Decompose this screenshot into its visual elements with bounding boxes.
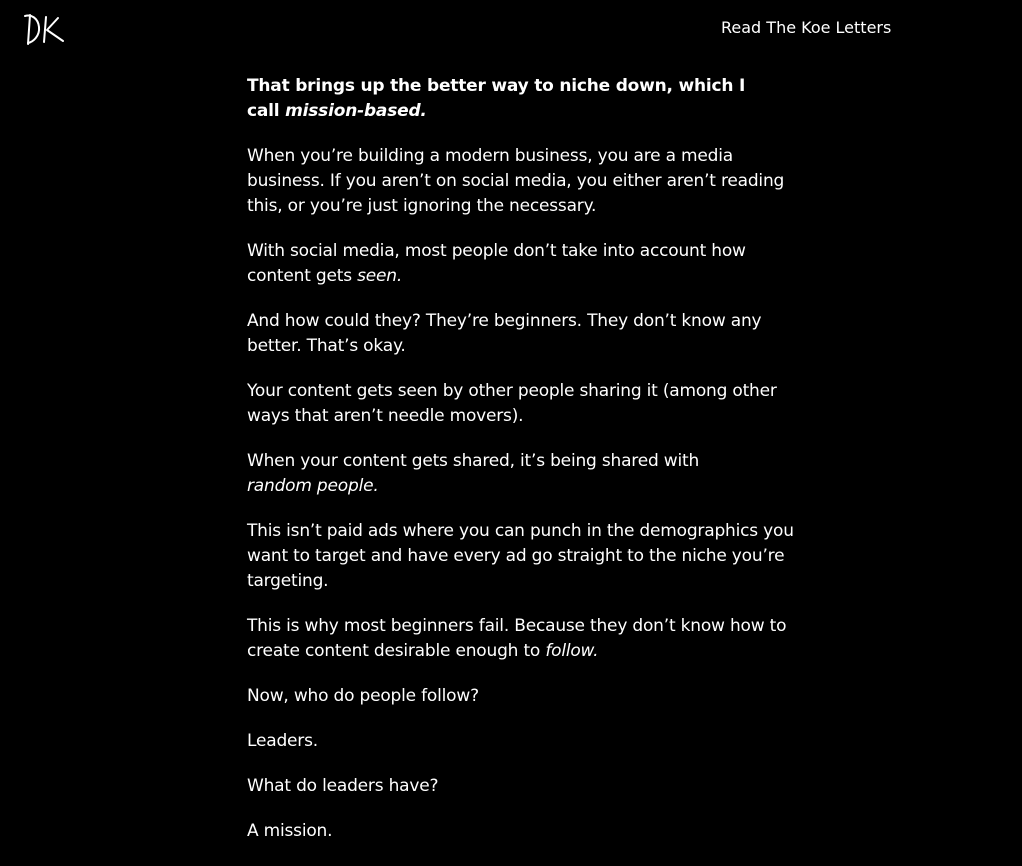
article-paragraph: What do leaders have? xyxy=(247,776,439,796)
article-paragraph: When your content gets shared, it’s being shared with random people. xyxy=(247,451,700,496)
article-paragraph: And how could they? They’re beginners. They don’t know any better. That’s okay. xyxy=(247,311,762,356)
emphasis: mission-based. xyxy=(285,101,427,121)
article-paragraph: With social media, most people don’t take into account how content gets seen. xyxy=(247,241,746,286)
article-paragraph: Now, who do people follow? xyxy=(247,686,479,706)
article-paragraph: When you’re building a modern business, you are a media business. If you aren’t on social media, you either aren’t reading this, or you’re just ignoring the necessary. xyxy=(247,146,785,216)
emphasis: seen. xyxy=(357,266,403,286)
article-paragraph: This isn’t paid ads where you can punch in the demographics you want to target and have every ad go straight to the niche you’re targeting. xyxy=(247,521,794,591)
article-paragraph: Your content gets seen by other people sharing it (among other ways that aren’t needle movers). xyxy=(247,381,777,426)
dk-logo-mark xyxy=(22,10,68,48)
dk-logo[interactable] xyxy=(22,10,68,48)
article-paragraph: That brings up the better way to niche down, which I call mission-based. xyxy=(247,76,746,121)
article-paragraph: This is why most beginners fail. Because they don’t know how to create content desirable enough to follow. xyxy=(247,616,787,661)
read-koe-letters-link[interactable]: Read The Koe Letters xyxy=(721,18,892,37)
emphasis: random people. xyxy=(247,476,379,496)
emphasis: follow. xyxy=(545,641,599,661)
article-body xyxy=(247,74,807,844)
article-paragraph: A mission. xyxy=(247,821,333,841)
article-paragraph: Leaders. xyxy=(247,731,318,751)
